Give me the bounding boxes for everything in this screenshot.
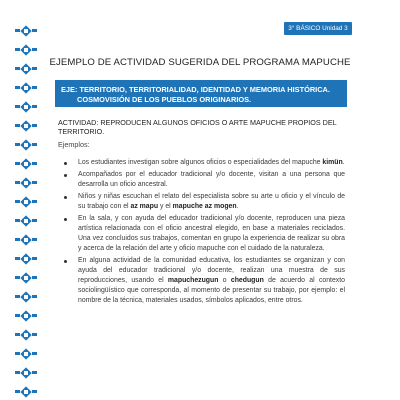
- mapuche-motif-icon: [19, 328, 33, 342]
- mapuche-motif-icon: [19, 24, 33, 38]
- bullet-icon: [64, 174, 67, 177]
- grade-unit-badge: 3° BÁSICO Unidad 3: [284, 22, 352, 35]
- examples-label: Ejemplos:: [58, 140, 90, 149]
- mapuche-pattern-border: [8, 22, 44, 400]
- bullet-icon: [64, 260, 67, 263]
- mapuche-motif-icon: [19, 214, 33, 228]
- mapuche-motif-icon: [19, 366, 33, 380]
- list-item: En la sala, y con ayuda del educador tradicional y/o docente, reproducen una pieza artística relacionada con el oficio ancestral elegido, en base a materiales reciclados. Una vez concluidos sus trabajos, comentan en grupo la experiencia de realizar su obra y acerca de la relación del arte y oficio mapuche con el cuidado de la naturaleza.: [64, 214, 345, 254]
- axis-banner: [55, 80, 347, 107]
- mapuche-motif-icon: [19, 385, 33, 399]
- mapuche-motif-icon: [19, 43, 33, 57]
- mapuche-motif-icon: [19, 138, 33, 152]
- mapuche-motif-icon: [19, 119, 33, 133]
- mapuche-motif-icon: [19, 100, 33, 114]
- list-item: Los estudiantes investigan sobre algunos oficios o especialidades del mapuche kimün.: [64, 158, 345, 168]
- mapuche-motif-icon: [19, 347, 33, 361]
- mapuche-motif-icon: [19, 233, 33, 247]
- list-item: Acompañados por el educador tradicional y/o docente, visitan a una persona que desarrolla un oficio ancestral.: [64, 170, 345, 190]
- mapuche-motif-icon: [19, 176, 33, 190]
- axis-line-2: COSMOVISIÓN DE LOS PUEBLOS ORIGINARIOS.: [77, 95, 252, 104]
- page-title: EJEMPLO DE ACTIVIDAD SUGERIDA DEL PROGRAMA MAPUCHE: [49, 57, 351, 68]
- examples-list: [64, 158, 345, 308]
- mapuche-motif-icon: [19, 252, 33, 266]
- mapuche-motif-icon: [19, 290, 33, 304]
- bullet-icon: [64, 196, 67, 199]
- mapuche-motif-icon: [19, 195, 33, 209]
- list-item: Niños y niñas escuchan el relato del especialista sobre su arte u oficio y el vínculo de su trabajo con el az mapu y el mapuche az mogen.: [64, 192, 345, 212]
- bullet-icon: [64, 218, 67, 221]
- mapuche-motif-icon: [19, 157, 33, 171]
- mapuche-motif-icon: [19, 271, 33, 285]
- list-item: En alguna actividad de la comunidad educativa, los estudiantes se organizan y con ayuda del educador tradicional y/o docente, realizan una muestra de sus reproducciones, usando el mapuchezugun o chedugun de acuerdo al contexto sociolingüístico que corresponda, al momento de presentar su trabajo, por ejemplo: el nombre de la técnica, materiales usados, símbolos aplicados, entre otros.: [64, 256, 345, 306]
- bullet-icon: [64, 162, 67, 165]
- mapuche-motif-icon: [19, 309, 33, 323]
- axis-line-1: EJE: TERRITORIO, TERRITORIALIDAD, IDENTIDAD Y MEMORIA HISTÓRICA.: [61, 85, 330, 94]
- activity-heading: ACTIVIDAD: REPRODUCEN ALGUNOS OFICIOS O ARTE MAPUCHE PROPIOS DEL TERRITORIO.: [58, 118, 337, 136]
- mapuche-motif-icon: [19, 81, 33, 95]
